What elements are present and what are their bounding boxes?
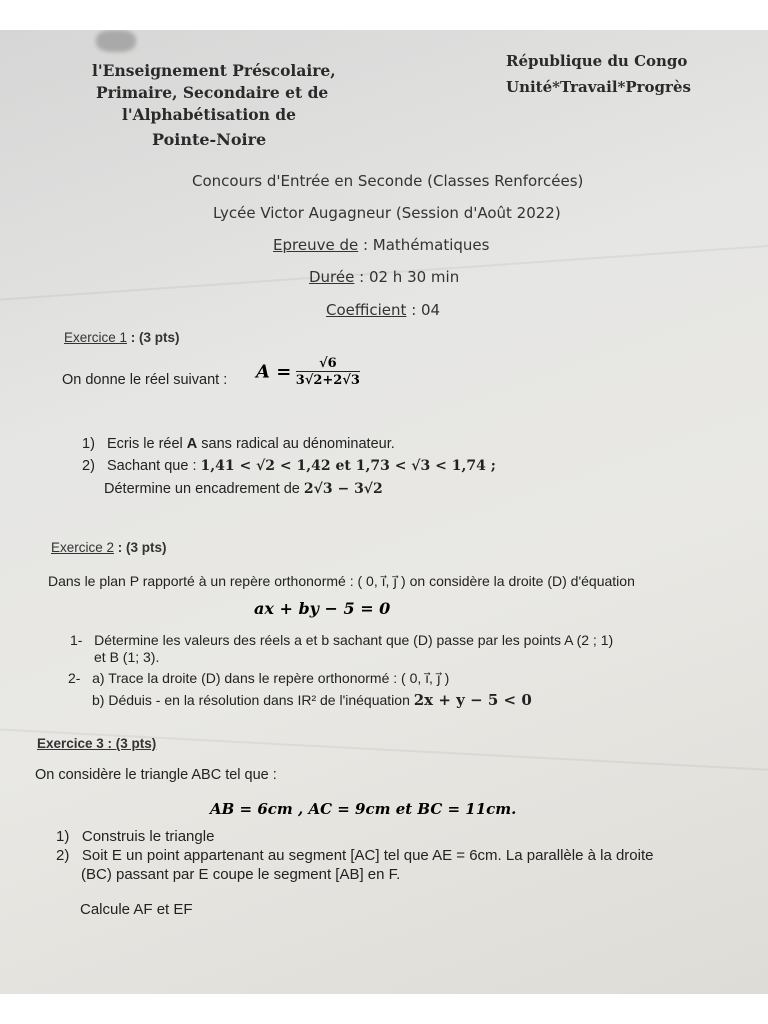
q-math: 2√3 − 3√2 <box>303 481 383 497</box>
q-number: 2) <box>56 847 70 864</box>
exam-title: Concours d'Entrée en Seconde (Classes Renforcées) <box>192 172 584 190</box>
ex1-intro: On donne le réel suivant : <box>62 372 228 388</box>
republic-motto: Unité*Travail*Progrès <box>506 78 691 96</box>
ex3-q2b: (BC) passant par E coupe le segment [AB] en F. <box>81 866 401 883</box>
ex2-equation: ax + by − 5 = 0 <box>254 599 391 618</box>
ex2-points: : (3 pts) <box>114 540 167 555</box>
ink-smudge <box>96 30 136 52</box>
q-number: 1) <box>82 436 95 452</box>
ex1-q2 <box>82 458 496 474</box>
formula-lhs: A = <box>256 361 292 383</box>
exam-coefficient <box>326 301 440 319</box>
subject-label: Epreuve de <box>273 236 359 254</box>
q-text: Soit E un point appartenant au segment [AC] tel que AE = 6cm. La parallèle à la droite <box>81 847 654 864</box>
ex3-q1 <box>56 828 214 845</box>
ex1-title-label: Exercice 1 <box>64 330 128 345</box>
exam-duration <box>309 268 459 286</box>
republic-name: République du Congo <box>506 52 688 70</box>
ex1-q1 <box>82 436 395 452</box>
exam-school: Lycée Victor Augagneur (Session d'Août 2022) <box>213 204 561 222</box>
duration-value: : 02 h 30 min <box>354 268 460 286</box>
q-text-end: sans radical au dénominateur. <box>197 436 395 452</box>
q-number: 1- <box>70 632 83 648</box>
fraction-numerator: √6 <box>296 356 360 372</box>
q-text: Ecris le réel <box>107 436 187 452</box>
duration-label: Durée <box>309 268 355 286</box>
republic-header <box>506 48 691 100</box>
q-number: 1) <box>56 828 70 845</box>
q-text: Détermine les valeurs des réels a et b sachant que (D) passe par les points A (2 ; 1) <box>94 632 614 648</box>
coef-label: Coefficient <box>326 301 407 319</box>
ex2-title-label: Exercice 2 <box>51 540 115 555</box>
ex1-points: : (3 pts) <box>127 330 180 345</box>
ex3-q3: Calcule AF et EF <box>80 901 193 918</box>
ex3-intro: On considère le triangle ABC tel que : <box>35 767 277 783</box>
q-text: Construis le triangle <box>81 828 215 845</box>
fraction-denominator: 3√2+2√3 <box>295 373 360 388</box>
q-text: Sachant que : <box>107 458 201 474</box>
q-number: 2) <box>82 458 95 474</box>
ex2-q1b: et B (1; 3). <box>94 649 160 665</box>
q-bold: A <box>186 436 198 452</box>
ex2-intro: Dans le plan P rapporté à un repère orthonormé : ( 0, i⃗, j⃗ ) on considère la droite (D) d'équation <box>48 573 635 589</box>
ex3-q2 <box>56 847 653 864</box>
ex3-data: AB = 6cm , AC = 9cm et BC = 11cm. <box>210 800 517 818</box>
ex1-title <box>64 330 180 345</box>
ex2-q1 <box>70 632 613 648</box>
ministry-line: l'Enseignement Préscolaire, <box>92 61 336 80</box>
exam-paper <box>0 30 768 994</box>
ex2-q2b <box>92 691 532 709</box>
city-name: Pointe-Noire <box>152 130 267 149</box>
q-text: a) Trace la droite (D) dans le repère orthonormé : ( 0, i⃗, j⃗ ) <box>92 670 450 686</box>
subject-value: : Mathématiques <box>358 236 490 254</box>
formula-fraction <box>296 356 360 388</box>
q-number: 2- <box>68 670 81 686</box>
ex2-title <box>51 540 167 555</box>
ex1-formula <box>256 356 360 388</box>
q-text: Détermine un encadrement de <box>104 481 304 497</box>
q-math: 1,41 < √2 < 1,42 et 1,73 < √3 < 1,74 ; <box>200 458 496 474</box>
ministry-line: l'Alphabétisation de <box>122 105 296 124</box>
ministry-header <box>92 60 336 126</box>
q-text: b) Déduis - en la résolution dans IR² de l'inéquation <box>92 692 414 708</box>
q-math: 2x + y − 5 < 0 <box>413 691 532 709</box>
coef-value: : 04 <box>406 301 441 319</box>
ex2-q2a <box>68 670 449 687</box>
ministry-line: Primaire, Secondaire et de <box>96 83 329 102</box>
ex3-title: Exercice 3 : (3 pts) <box>37 736 157 751</box>
ex1-q2b <box>104 481 383 497</box>
exam-subject <box>273 236 489 254</box>
